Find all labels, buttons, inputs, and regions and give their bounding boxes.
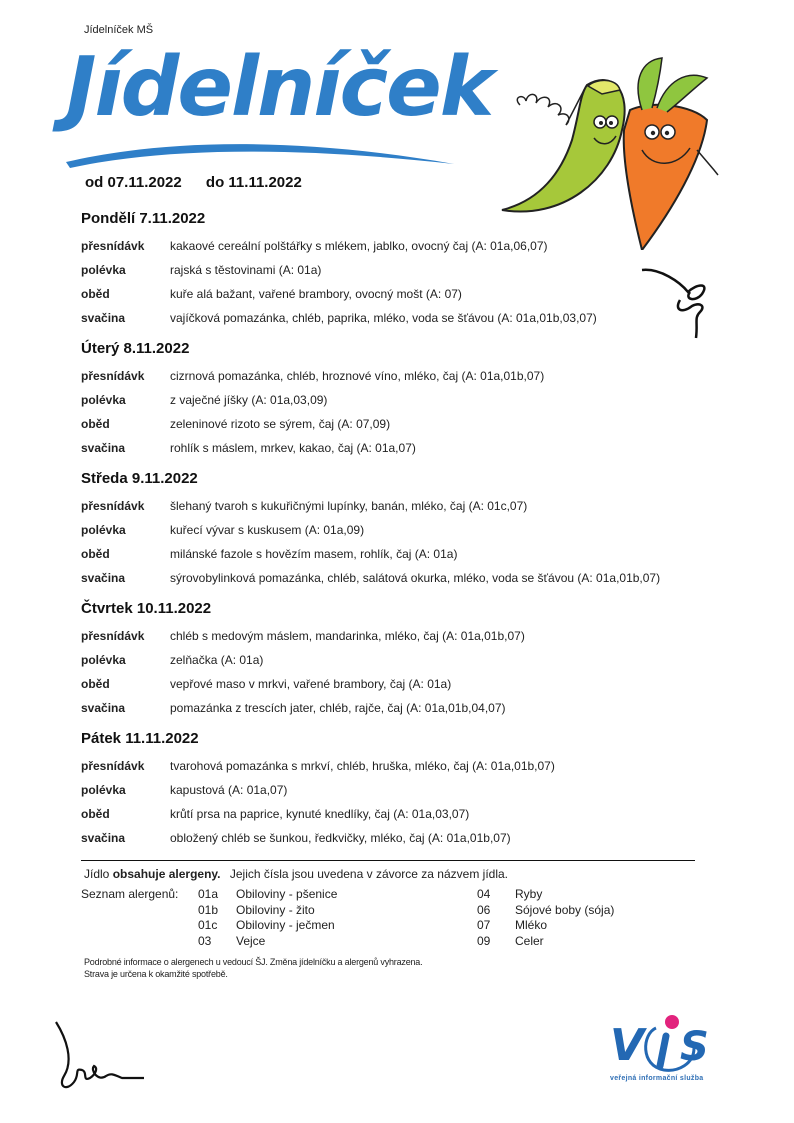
meal-type: oběd <box>81 417 110 431</box>
meal-row <box>81 364 761 388</box>
meal-type: polévka <box>81 783 126 797</box>
date-range <box>85 174 302 191</box>
allergen-item <box>477 903 614 919</box>
allergen-name: Sójové boby (sója) <box>515 902 615 917</box>
allergen-item <box>198 918 337 934</box>
svg-text:S: S <box>680 1024 709 1070</box>
meal-description: obložený chléb se šunkou, ředkvičky, mléko, čaj (A: 01a,01b,07) <box>170 831 511 845</box>
allergen-code: 03 <box>198 933 212 948</box>
date-to: do 11.11.2022 <box>205 174 302 191</box>
meal-row <box>81 624 761 648</box>
day-section <box>81 208 761 330</box>
day-section <box>81 468 761 590</box>
allergen-code: 07 <box>477 918 491 932</box>
allergen-name: Obiloviny - pšenice <box>236 887 338 901</box>
allergen-item <box>477 918 614 934</box>
meal-row <box>81 234 761 258</box>
meal-row <box>81 778 761 802</box>
meal-description: pomazánka z trescích jater, chléb, rajče, čaj (A: 01a,01b,04,07) <box>170 701 506 715</box>
svg-text:V: V <box>610 1020 645 1071</box>
allergen-item <box>198 934 337 950</box>
meal-row <box>81 802 761 826</box>
allergen-item <box>198 887 337 903</box>
meal-description: kuřecí vývar s kuskusem (A: 01a,09) <box>170 523 365 537</box>
meal-type: svačina <box>81 571 126 585</box>
meal-type: polévka <box>81 653 126 667</box>
meal-description: rohlík s máslem, mrkev, kakao, čaj (A: 01a,07) <box>170 441 416 455</box>
meal-type: polévka <box>81 393 126 407</box>
allergen-name: Ryby <box>515 887 543 901</box>
meal-row <box>81 436 761 460</box>
meal-description: kapustová (A: 01a,07) <box>170 783 288 797</box>
meal-type: přesnídávk <box>81 759 145 773</box>
day-section <box>81 338 761 460</box>
allergen-code: 01b <box>198 902 219 917</box>
day-title: Pondělí 7.11.2022 <box>81 210 206 227</box>
day-title: Středa 9.11.2022 <box>81 470 198 487</box>
meal-description: chléb s medovým máslem, mandarinka, mléko, čaj (A: 01a,01b,07) <box>170 629 525 643</box>
footer-note-line: Strava je určena k okamžité spotřebě. <box>84 969 228 979</box>
allergen-name: Celer <box>515 933 544 948</box>
footer-note-line: Podrobné informace o alergenech u vedoucí ŠJ. Změna jídelníčku a alergenů vyhrazena. <box>84 957 423 967</box>
meal-type: svačina <box>81 701 126 715</box>
allergen-note-rest: Jejich čísla jsou uvedena v závorce za názvem jídla. <box>229 867 508 881</box>
allergen-list-label: Seznam alergenů: <box>81 887 179 901</box>
allergen-list-left <box>198 887 337 949</box>
meal-type: oběd <box>81 287 110 301</box>
meal-row <box>81 412 761 436</box>
meal-row <box>81 826 761 850</box>
divider <box>81 860 695 861</box>
meal-description: milánské fazole s hovězím masem, rohlík, čaj (A: 01a) <box>170 547 458 561</box>
meal-row <box>81 258 761 282</box>
meal-row <box>81 566 761 590</box>
meal-row <box>81 754 761 778</box>
allergen-note-prefix: Jídlo <box>84 867 110 881</box>
allergen-note-bold: obsahuje alergeny. <box>112 867 221 881</box>
meal-description: rajská s těstovinami (A: 01a) <box>170 263 322 277</box>
allergen-item <box>477 887 614 903</box>
meal-description: krůtí prsa na paprice, kynuté knedlíky, čaj (A: 01a,03,07) <box>170 807 470 821</box>
meal-type: oběd <box>81 547 110 561</box>
allergen-item <box>198 903 337 919</box>
allergen-list-right <box>477 887 614 949</box>
date-from: od 07.11.2022 <box>85 174 182 191</box>
meal-row <box>81 696 761 720</box>
day-title: Čtvrtek 10.11.2022 <box>81 600 212 617</box>
day-section <box>81 598 761 720</box>
meal-description: tvarohová pomazánka s mrkví, chléb, hruška, mléko, čaj (A: 01a,01b,07) <box>170 759 555 773</box>
logo-swoosh <box>62 134 462 174</box>
meal-type: přesnídávk <box>81 499 145 513</box>
vis-logo-caption: veřejná informační služba <box>610 1075 704 1082</box>
meal-type: přesnídávk <box>81 629 145 643</box>
meal-description: kuře alá bažant, vařené brambory, ovocný mošt (A: 07) <box>170 287 462 301</box>
meal-description: kakaové cereální polštářky s mlékem, jablko, ovocný čaj (A: 01a,06,07) <box>170 239 548 253</box>
meal-type: svačina <box>81 311 126 325</box>
meal-description: zeleninové rizoto se sýrem, čaj (A: 07,09) <box>170 417 391 431</box>
meal-description: vepřové maso v mrkvi, vařené brambory, čaj (A: 01a) <box>170 677 452 691</box>
logo-text: Jídelníček <box>66 40 493 135</box>
meal-description: cizrnová pomazánka, chléb, hroznové víno, mléko, čaj (A: 01a,01b,07) <box>170 369 545 383</box>
allergen-note <box>84 867 508 881</box>
meal-type: polévka <box>81 263 126 277</box>
allergen-name: Vejce <box>236 933 266 948</box>
allergen-code: 04 <box>477 887 491 901</box>
meal-description: vajíčková pomazánka, chléb, paprika, mléko, voda se šťávou (A: 01a,01b,03,07) <box>170 311 597 325</box>
meal-type: přesnídávk <box>81 239 145 253</box>
meal-type: oběd <box>81 807 110 821</box>
allergen-item <box>477 934 614 950</box>
meal-row <box>81 494 761 518</box>
meal-row <box>81 672 761 696</box>
document-header-title: Jídelníček MŠ <box>84 24 154 36</box>
meal-type: svačina <box>81 441 126 455</box>
day-title: Pátek 11.11.2022 <box>81 730 199 747</box>
meal-type: svačina <box>81 831 126 845</box>
day-section <box>81 728 761 850</box>
allergen-name: Mléko <box>515 918 548 932</box>
meal-row <box>81 648 761 672</box>
footer-note <box>84 956 422 980</box>
pea-pod-character <box>502 80 625 212</box>
allergen-code: 09 <box>477 933 491 948</box>
meal-row <box>81 542 761 566</box>
meal-description: sýrovobylinková pomazánka, chléb, salátová okurka, mléko, voda se šťávou (A: 01a,01b,07) <box>170 571 661 585</box>
meal-description: z vaječné jíšky (A: 01a,03,09) <box>170 393 328 407</box>
meal-row <box>81 306 761 330</box>
weekly-menu <box>81 208 761 858</box>
meal-type: oběd <box>81 677 110 691</box>
allergen-name: Obiloviny - žito <box>236 902 315 917</box>
jidelnicek-logo <box>62 38 493 178</box>
meal-description: zelňačka (A: 01a) <box>170 653 264 667</box>
meal-row <box>81 388 761 412</box>
meal-type: polévka <box>81 523 126 537</box>
meal-description: šlehaný tvaroh s kukuřičnými lupínky, banán, mléko, čaj (A: 01c,07) <box>170 499 528 513</box>
signature-icon <box>52 1020 152 1095</box>
day-title: Úterý 8.11.2022 <box>81 340 190 357</box>
allergen-code: 01c <box>198 918 218 932</box>
meal-row <box>81 518 761 542</box>
allergen-code: 06 <box>477 902 491 917</box>
allergen-code: 01a <box>198 887 219 901</box>
allergen-name: Obiloviny - ječmen <box>236 918 335 932</box>
meal-type: přesnídávk <box>81 369 145 383</box>
meal-row <box>81 282 761 306</box>
